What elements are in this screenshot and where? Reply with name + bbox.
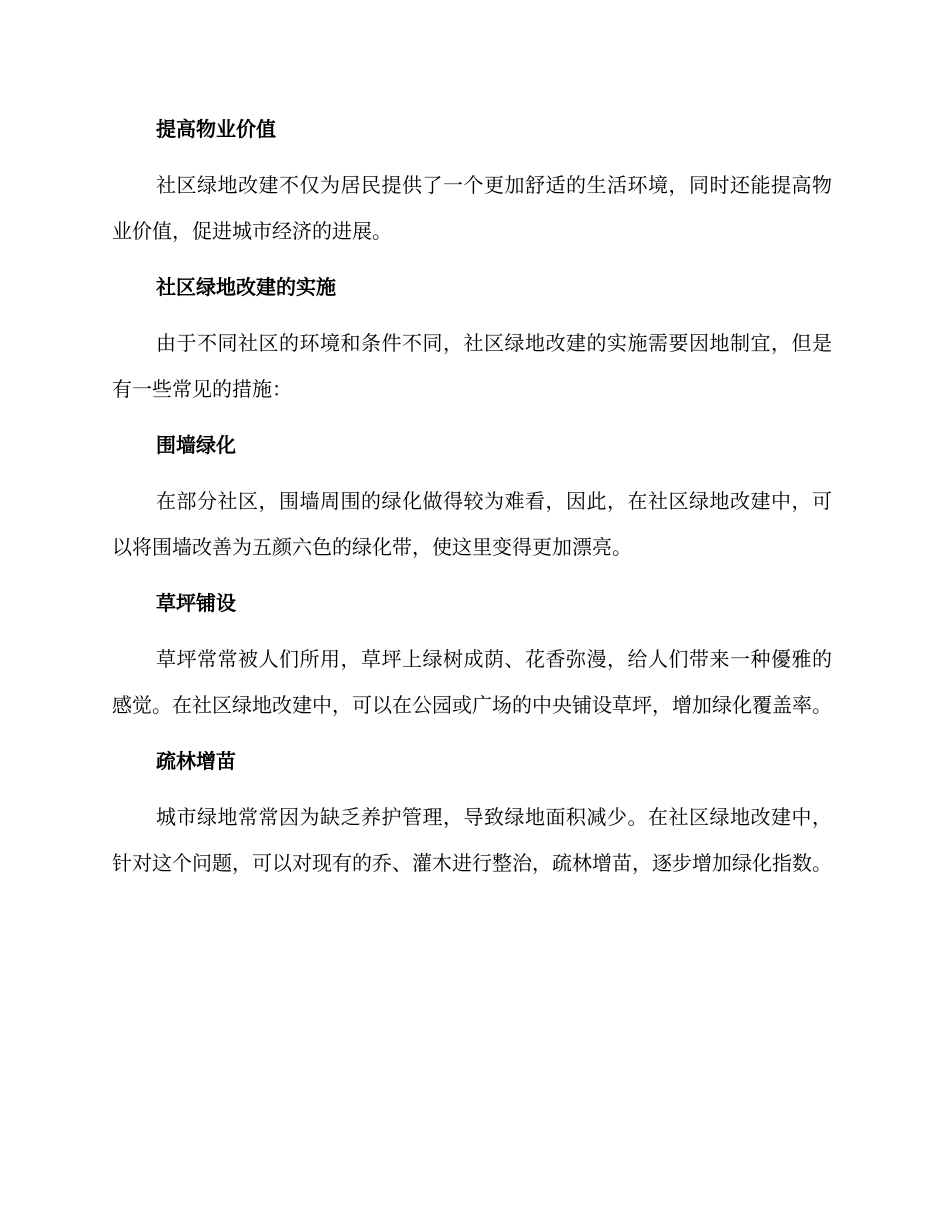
section-paragraph-lawn-laying: 草坪常常被人们所用，草坪上绿树成荫、花香弥漫，给人们带来一种優雅的感觉。在社区绿地改建中，可以在公园或广场的中央铺设草坪，增加绿化覆盖率。 — [112, 647, 832, 717]
section-paragraph-thinning-planting: 城市绿地常常因为缺乏养护管理，导致绿地面积减少。在社区绿地改建中，针对这个问题，可以对现有的乔、灌木进行整治，疏林增苗，逐步增加绿化指数。 — [112, 805, 832, 875]
section-heading-property-value: 提高物业价值 — [156, 117, 276, 141]
section-paragraph-wall-greening: 在部分社区，围墙周围的绿化做得较为难看，因此，在社区绿地改建中，可以将围墙改善为五颜六色的绿化带，使这里变得更加漂亮。 — [112, 489, 832, 559]
section-paragraph-implementation: 由于不同社区的环境和条件不同，社区绿地改建的实施需要因地制宜，但是有一些常见的措施： — [112, 331, 832, 401]
section-heading-thinning-planting: 疏林增苗 — [156, 749, 236, 773]
section-heading-wall-greening: 围墙绿化 — [156, 433, 236, 457]
section-heading-lawn-laying: 草坪铺设 — [156, 591, 236, 615]
document-body — [112, 112, 832, 886]
section-heading-implementation: 社区绿地改建的实施 — [156, 275, 336, 299]
section-paragraph-property-value: 社区绿地改建不仅为居民提供了一个更加舒适的生活环境，同时还能提高物业价值，促进城市经济的进展。 — [112, 173, 832, 243]
